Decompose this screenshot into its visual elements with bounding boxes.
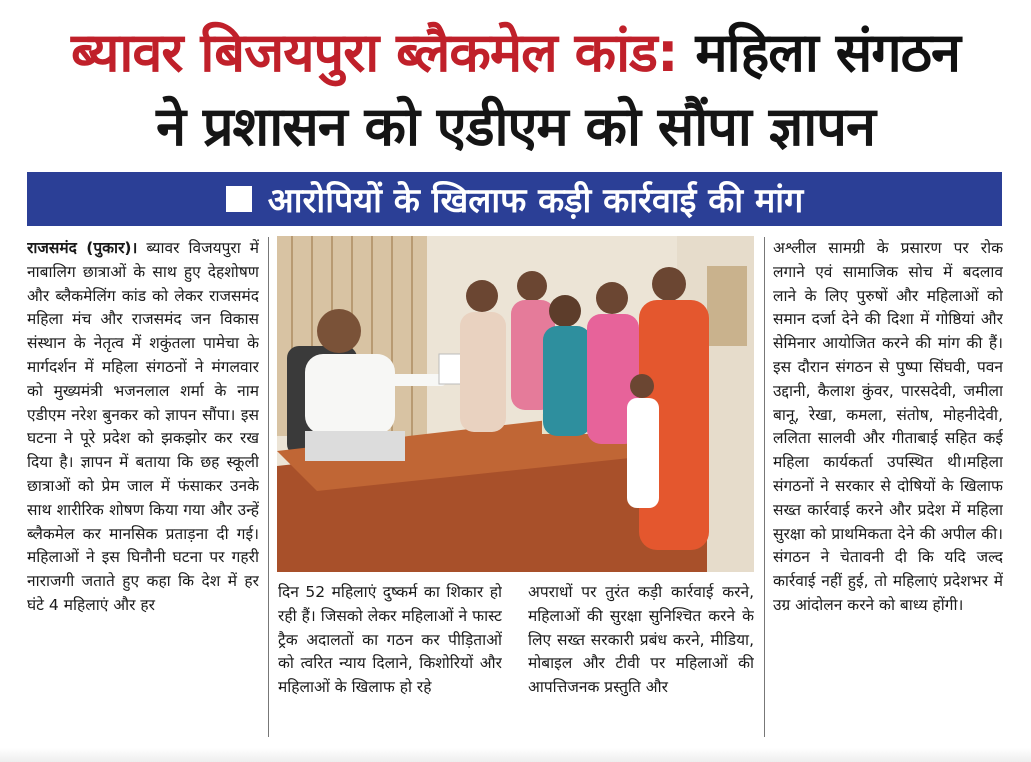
headline-line-2: ने प्रशासन को एडीएम को सौंपा ज्ञापन (156, 95, 875, 158)
article-column-4: अश्लील सामग्री के प्रसारण पर रोक लगाने एवं सामाजिक सोच में बदलाव लाने के लिए पुरुषों और महिलाओं को समान दर्जा देने की दिशा में गोष्ठियां और सेमिनार आयोजित करने की मांग की हैं। इस दौरान संगठन से पुष्पा सिंघवी, पवन उद्दानी, कैलाश कुंवर, पारसदेवी, जमीला बानू, रेखा, कमला, संतोष, मोहनीदेवी, ललिता सालवी और गीताबाई सहित कई महिला कार्यकर्ता उपस्थित थी।महिला संगठनों ने सरकार से दोषियों के खिलाफ सख्त कार्रवाई करने और प्रदेश में महिला सुरक्षा को प्राथमिकता देने की अपील की। संगठन ने चेतावनी दी कि यदि जल्द कार्रवाई नहीं हुई, तो महिलाएं प्रदेशभर में उग्र आंदोलन करने को बाध्य होंगी। (773, 239, 1003, 614)
column-divider (268, 237, 269, 737)
news-photo-illustration (277, 236, 754, 572)
column-1-text: ब्यावर विजयपुरा में नाबालिग छात्राओं के साथ हुए देहशोषण और ब्लैकमेलिंग कांड को लेकर राजसमंद महिला मंच और राजसमंद जन विकास संस्थान के नेतृत्व में शकुंतला पामेचा के मार्गदर्शन में महिला संगठनों ने मंगलवार को मुख्यमंत्री भजनलाल शर्मा के नाम एडीएम नरेश बुनकर को ज्ञापन सौंपा। इस घटना ने पूरे प्रदेश को झकझोर कर रख दिया है। ज्ञापन में बताया कि छह स्कूली छात्राओं को प्रेम जाल में फंसाकर उनके साथ शारीरिक शोषण किया गया और उन्हें ब्लैकमेल कर मानसिक प्रताड़ना दी गई। महिलाओं ने इस घिनौनी घटना पर गहरी नाराजगी जताते हुए कहा कि देश में हर घंटे 4 महिलाएं और हर (27, 239, 259, 614)
news-photo (277, 236, 754, 572)
dateline: राजसमंद (पुकार)। (27, 239, 138, 257)
headline-rest: महिला संगठन (695, 21, 960, 84)
article-column-1 (27, 237, 259, 737)
subheadline-text: आरोपियों के खिलाफ कड़ी कार्रवाई की मांग (267, 181, 804, 221)
square-bullet-icon (226, 186, 252, 212)
subheadline-banner (27, 172, 1002, 226)
article-column-2: दिन 52 महिलाएं दुष्कर्म का शिकार हो रही हैं। जिसको लेकर महिलाओं ने फास्ट ट्रैक अदालतों का गठन कर पीड़िताओं को त्वरित न्याय दिलाने, किशोरियों और महिलाओं के खिलाफ हो रहे (278, 583, 502, 697)
headline-colon: : (656, 21, 696, 84)
headline-line-1 (0, 18, 1031, 88)
headline-highlight: ब्यावर बिजयपुरा ब्लैकमेल कांड (71, 21, 657, 84)
column-divider (764, 237, 765, 737)
page-bottom-edge (0, 748, 1031, 762)
article-column-3: अपराधों पर तुरंत कड़ी कार्रवाई करने, महिलाओं की सुरक्षा सुनिश्चित करने के लिए सख्त सरकारी प्रबंध करने, मीडिया, मोबाइल और टीवी पर महिलाओं की आपत्तिजनक प्रस्तुति और (528, 583, 754, 697)
